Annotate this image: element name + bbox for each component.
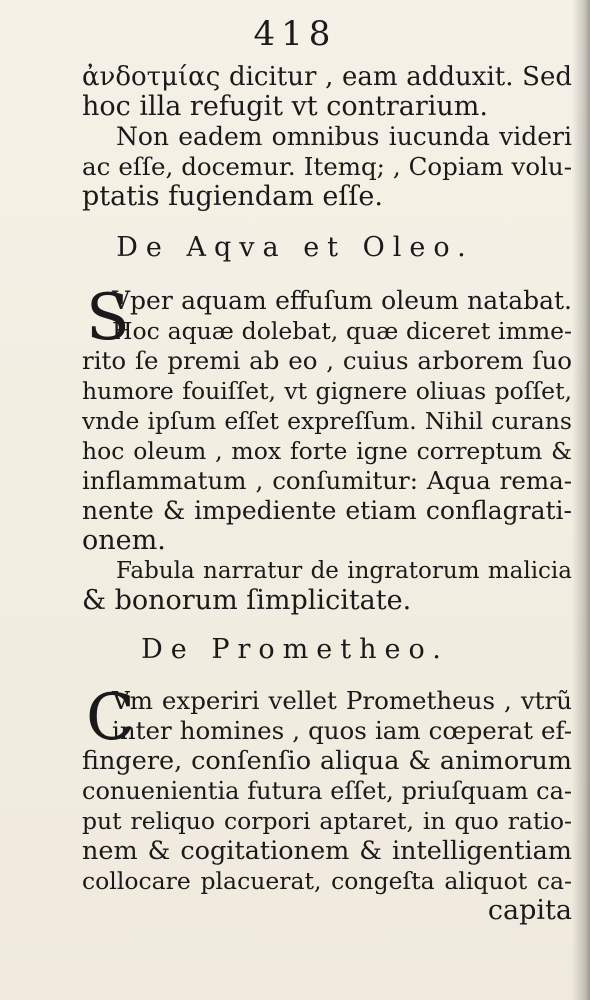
text-line: ἀνδοτμίας dicitur , eam adduxit. Sed <box>82 62 572 92</box>
text-line: collocare placuerat, congeſta aliquot ca- <box>82 867 572 895</box>
text-line: hoc oleum , mox forte igne correptum & <box>82 437 572 465</box>
text-line: vnde ipſum eſſet expreſſum. Nihil curans <box>82 407 572 435</box>
text-line: nente & impediente etiam conflagrati- <box>82 496 572 525</box>
spine-shadow <box>572 0 590 1000</box>
text-line: fingere, conſenſio aliqua & animorum <box>82 746 572 776</box>
text-line: Vper aquam effuſum oleum natabat. <box>112 286 572 315</box>
text-line: nem & cogitationem & intelligentiam <box>82 836 572 866</box>
page-number: 418 <box>253 14 337 54</box>
fable-body-prometheo <box>82 681 572 926</box>
text-line: ac eſſe, docemur. Itemq; , Copiam volu- <box>82 152 572 181</box>
text-line: Vm experiri vellet Prometheus , vtrũ <box>112 686 572 715</box>
text-line: Non eadem omnibus iucunda videri <box>116 122 572 151</box>
text-line: put reliquo corpori aptaret, in quo ratio- <box>82 807 572 835</box>
text-line: humore fouiſſet, vt gignere oliuas poſſet, <box>82 377 572 405</box>
fable-title-aqua-oleo: De Aqva et Oleo. <box>116 232 474 263</box>
text-line: onem. <box>82 525 166 556</box>
text-line: hoc illa refugit vt contrarium. <box>82 91 488 122</box>
text-line: inter homines , quos iam cœperat ef- <box>112 716 572 745</box>
fable-title-prometheo: De Prometheo. <box>141 634 449 665</box>
top-paragraph <box>82 62 572 122</box>
text-line: rito ſe premi ab eo , cuius arborem ſuo <box>82 346 572 375</box>
text-line: conuenientia futura eſſet, priuſquam ca- <box>82 777 572 805</box>
text-line: inflammatum , conſumitur: Aqua rema- <box>82 466 572 495</box>
text-line: & bonorum ſimplicitate. <box>82 585 412 616</box>
text-line: ptatis fugiendam eſſe. <box>82 181 383 212</box>
dropcap-c: C <box>86 681 135 755</box>
text-line: Fabula narratur de ingratorum malicia <box>116 558 572 584</box>
moral-paragraph <box>82 556 572 616</box>
moral-paragraph <box>82 122 572 212</box>
fable-body-aqua-oleo <box>82 281 572 556</box>
text-line: Hoc aquæ dolebat, quæ diceret imme- <box>112 317 572 345</box>
dropcap-s: S <box>86 281 130 355</box>
catchword: capita <box>487 895 572 926</box>
